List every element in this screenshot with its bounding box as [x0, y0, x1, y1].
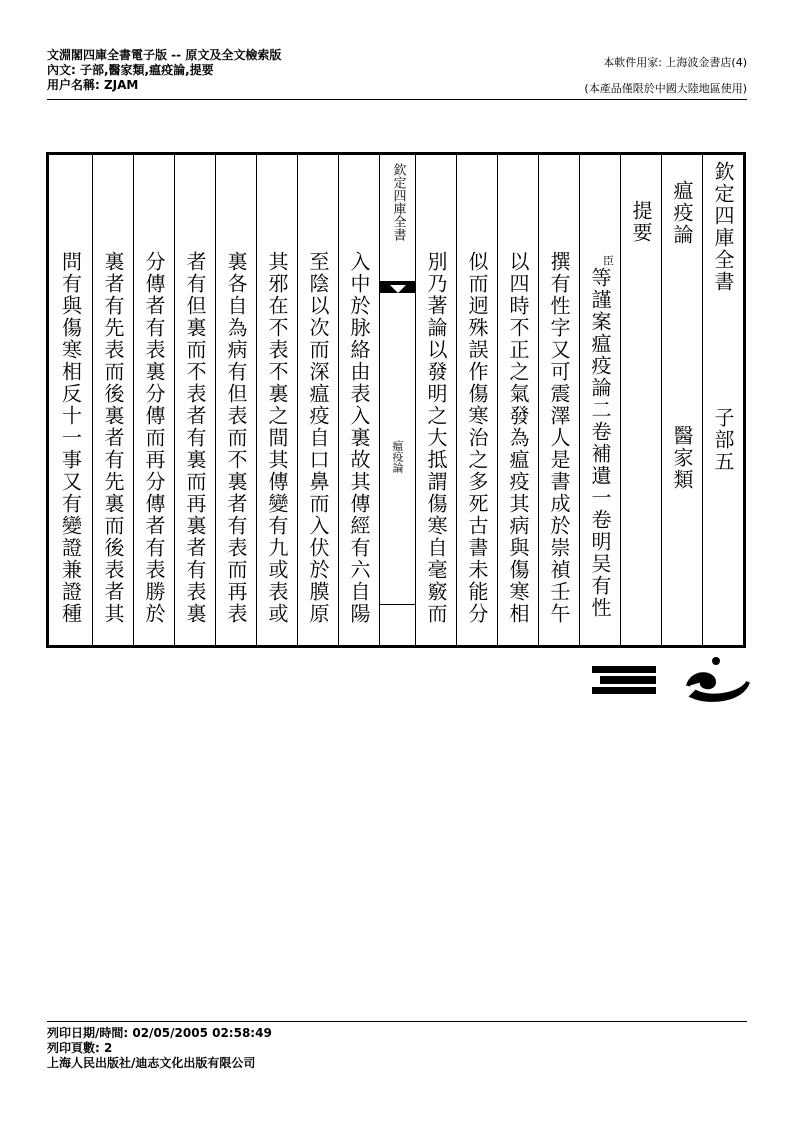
- header-region-notice: (本產品僅限於中國大陸地區使用): [584, 82, 747, 95]
- text-column-15: [92, 155, 133, 645]
- book-title: 瘟疫論: [670, 180, 694, 246]
- fold-series-title: 欽定四庫全書: [390, 163, 406, 241]
- text-line: 裏者有先表而後裏者有先裏而後表者其: [101, 251, 125, 625]
- text-column-12: [215, 155, 256, 645]
- text-line: 裏各自為病有但表而不裏者有表而再表: [224, 251, 248, 625]
- text-line: 問有與傷寒相反十一事又有變證兼證種: [58, 251, 83, 625]
- text-line: 其邪在不表不裏之間其傳變有九或表或: [265, 251, 289, 625]
- category-label: 醫家類: [670, 425, 694, 491]
- column-tiyao: [620, 155, 661, 645]
- print-datetime: 列印日期/時間: 02/05/2005 02:58:49: [47, 1026, 272, 1040]
- text-column-14: [133, 155, 174, 645]
- fishtail-mark: [380, 281, 415, 293]
- fold-rule: [380, 604, 415, 605]
- text-column-16: [49, 155, 92, 645]
- page-fold-column: [379, 155, 415, 645]
- scanned-page-frame: [46, 152, 746, 648]
- fold-book-title: 瘟疫論: [391, 440, 404, 473]
- publisher: 上海人民出版社/迪志文化出版有限公司: [47, 1056, 256, 1070]
- text-column-9: [338, 155, 379, 645]
- text-line: 入中於脉絡由表入裏故其傳經有六自陽: [347, 251, 371, 625]
- text-line: 撰有性字又可震澤人是書成於崇禎壬午: [547, 251, 571, 625]
- header-document-info: [47, 48, 281, 93]
- text-column-11: [256, 155, 297, 645]
- section-label: 子部五: [711, 407, 735, 473]
- text-column-6: [456, 155, 497, 645]
- imperial-seal-icon: [592, 656, 752, 706]
- text-column-4: [538, 155, 579, 645]
- column-book: [661, 155, 702, 645]
- header-licensee: 本軟件用家: 上海波金書店(4): [603, 56, 747, 69]
- footer-divider: [47, 1021, 747, 1022]
- text-line: 別乃著論以發明之大抵謂傷寒自毫竅而: [424, 251, 448, 625]
- tiyao-heading: 提要: [629, 200, 653, 244]
- text-line: 以四時不正之氣發為瘟疫其病與傷寒相: [506, 251, 530, 625]
- header-license-info: [584, 50, 747, 102]
- text-line: 似而迥殊誤作傷寒治之多死古書未能分: [465, 251, 489, 625]
- book-series-title: 欽定四庫全書: [711, 161, 735, 293]
- text-column-7: [415, 155, 456, 645]
- print-page-count: 列印頁數: 2: [47, 1041, 113, 1055]
- chen-mark: 臣: [601, 255, 615, 266]
- text-column-3: [579, 155, 620, 645]
- text-column-13: [174, 155, 215, 645]
- column-title: [702, 155, 743, 645]
- seal-marks: [592, 656, 752, 706]
- footer-print-info: [47, 1026, 272, 1071]
- text-line: 至陰以次而深瘟疫自口鼻而入伏於膜原: [306, 251, 330, 625]
- text-column-5: [497, 155, 538, 645]
- header-content-path: 內文: 子部,醫家類,瘟疫論,提要: [47, 63, 214, 77]
- text-line: 等謹案瘟疫論二卷補遺一卷明吴有性: [588, 267, 612, 619]
- text-line: 者有但裏而不表者有裏而再裏者有表裏: [183, 251, 207, 625]
- text-line: 分傳者有表裏分傳而再分傳者有表勝於: [142, 251, 166, 625]
- text-column-10: [297, 155, 338, 645]
- header-username: 用户名稱: ZJAM: [47, 78, 139, 92]
- header-divider: [47, 99, 747, 100]
- header-title: 文淵閣四庫全書電子版 -- 原文及全文檢索版: [47, 48, 282, 62]
